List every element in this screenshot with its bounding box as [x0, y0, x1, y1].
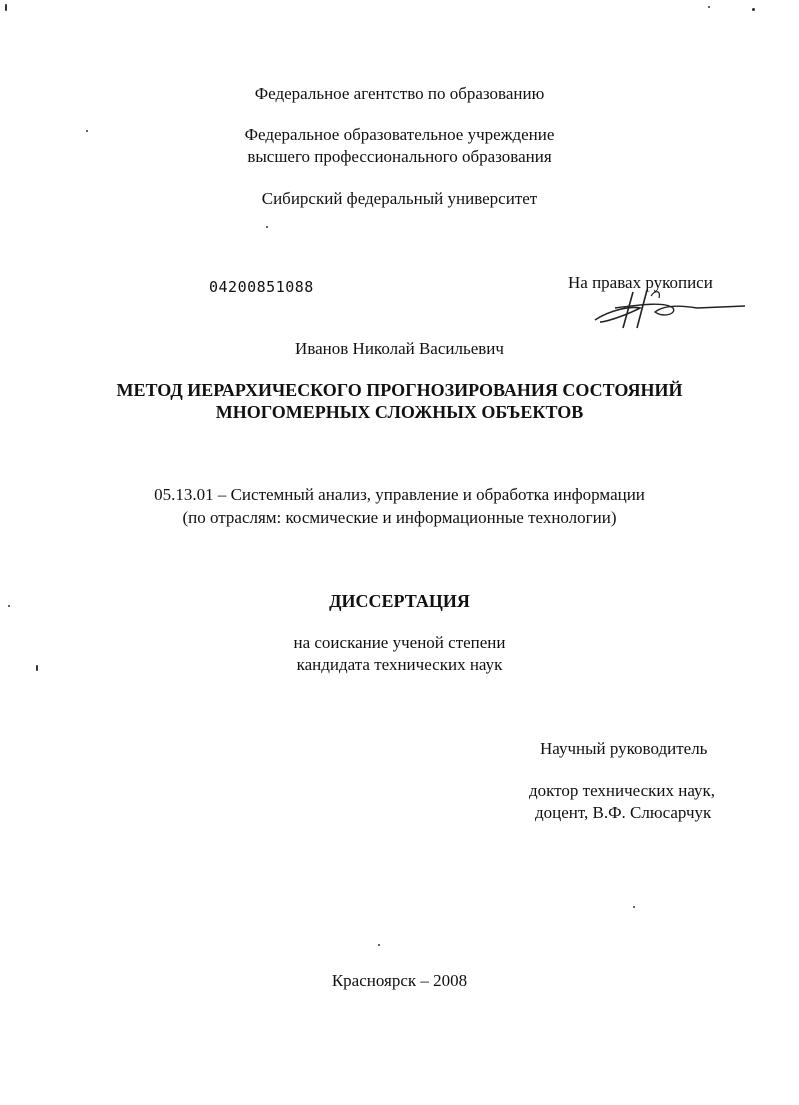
- title-line-1: МЕТОД ИЕРАРХИЧЕСКОГО ПРОГНОЗИРОВАНИЯ СОСТОЯНИЙ: [116, 380, 683, 400]
- scan-speck: [378, 944, 380, 946]
- degree-line-1: на соискание ученой степени: [293, 633, 506, 652]
- advisor-line-1: доктор технических наук,: [529, 781, 716, 800]
- catalog-number: 04200851088: [209, 278, 314, 296]
- scan-speck: [633, 906, 635, 908]
- university-name: Сибирский федеральный университет: [261, 189, 538, 208]
- advisor-label: Научный руководитель: [540, 739, 708, 758]
- scan-speck: [752, 8, 755, 11]
- scan-speck: [5, 4, 7, 11]
- specialty-line-1: 05.13.01 – Системный анализ, управление и обработка информации: [154, 485, 645, 504]
- degree-line-2: кандидата технических наук: [296, 655, 503, 674]
- manuscript-note: На правах рукописи: [568, 273, 713, 292]
- title-line-2: МНОГОМЕРНЫХ СЛОЖНЫХ ОБЪЕКТОВ: [215, 402, 584, 422]
- scan-speck: [86, 130, 88, 132]
- advisor-line-2: доцент, В.Ф. Слюсарчук: [535, 803, 712, 822]
- signature-icon: [585, 284, 765, 334]
- institution-line-1: Федеральное образовательное учреждение: [244, 125, 555, 144]
- scan-speck: [266, 226, 268, 228]
- scan-speck: [8, 605, 10, 607]
- scan-speck: [708, 6, 710, 8]
- scan-speck: [36, 665, 38, 671]
- agency-name: Федеральное агентство по образованию: [254, 84, 545, 103]
- author-name: Иванов Николай Васильевич: [295, 339, 504, 358]
- institution-line-2: высшего профессионального образования: [247, 147, 552, 166]
- work-type: ДИССЕРТАЦИЯ: [329, 591, 470, 611]
- specialty-line-2: (по отраслям: космические и информационные технологии): [182, 508, 617, 527]
- city-year: Красноярск – 2008: [331, 971, 468, 990]
